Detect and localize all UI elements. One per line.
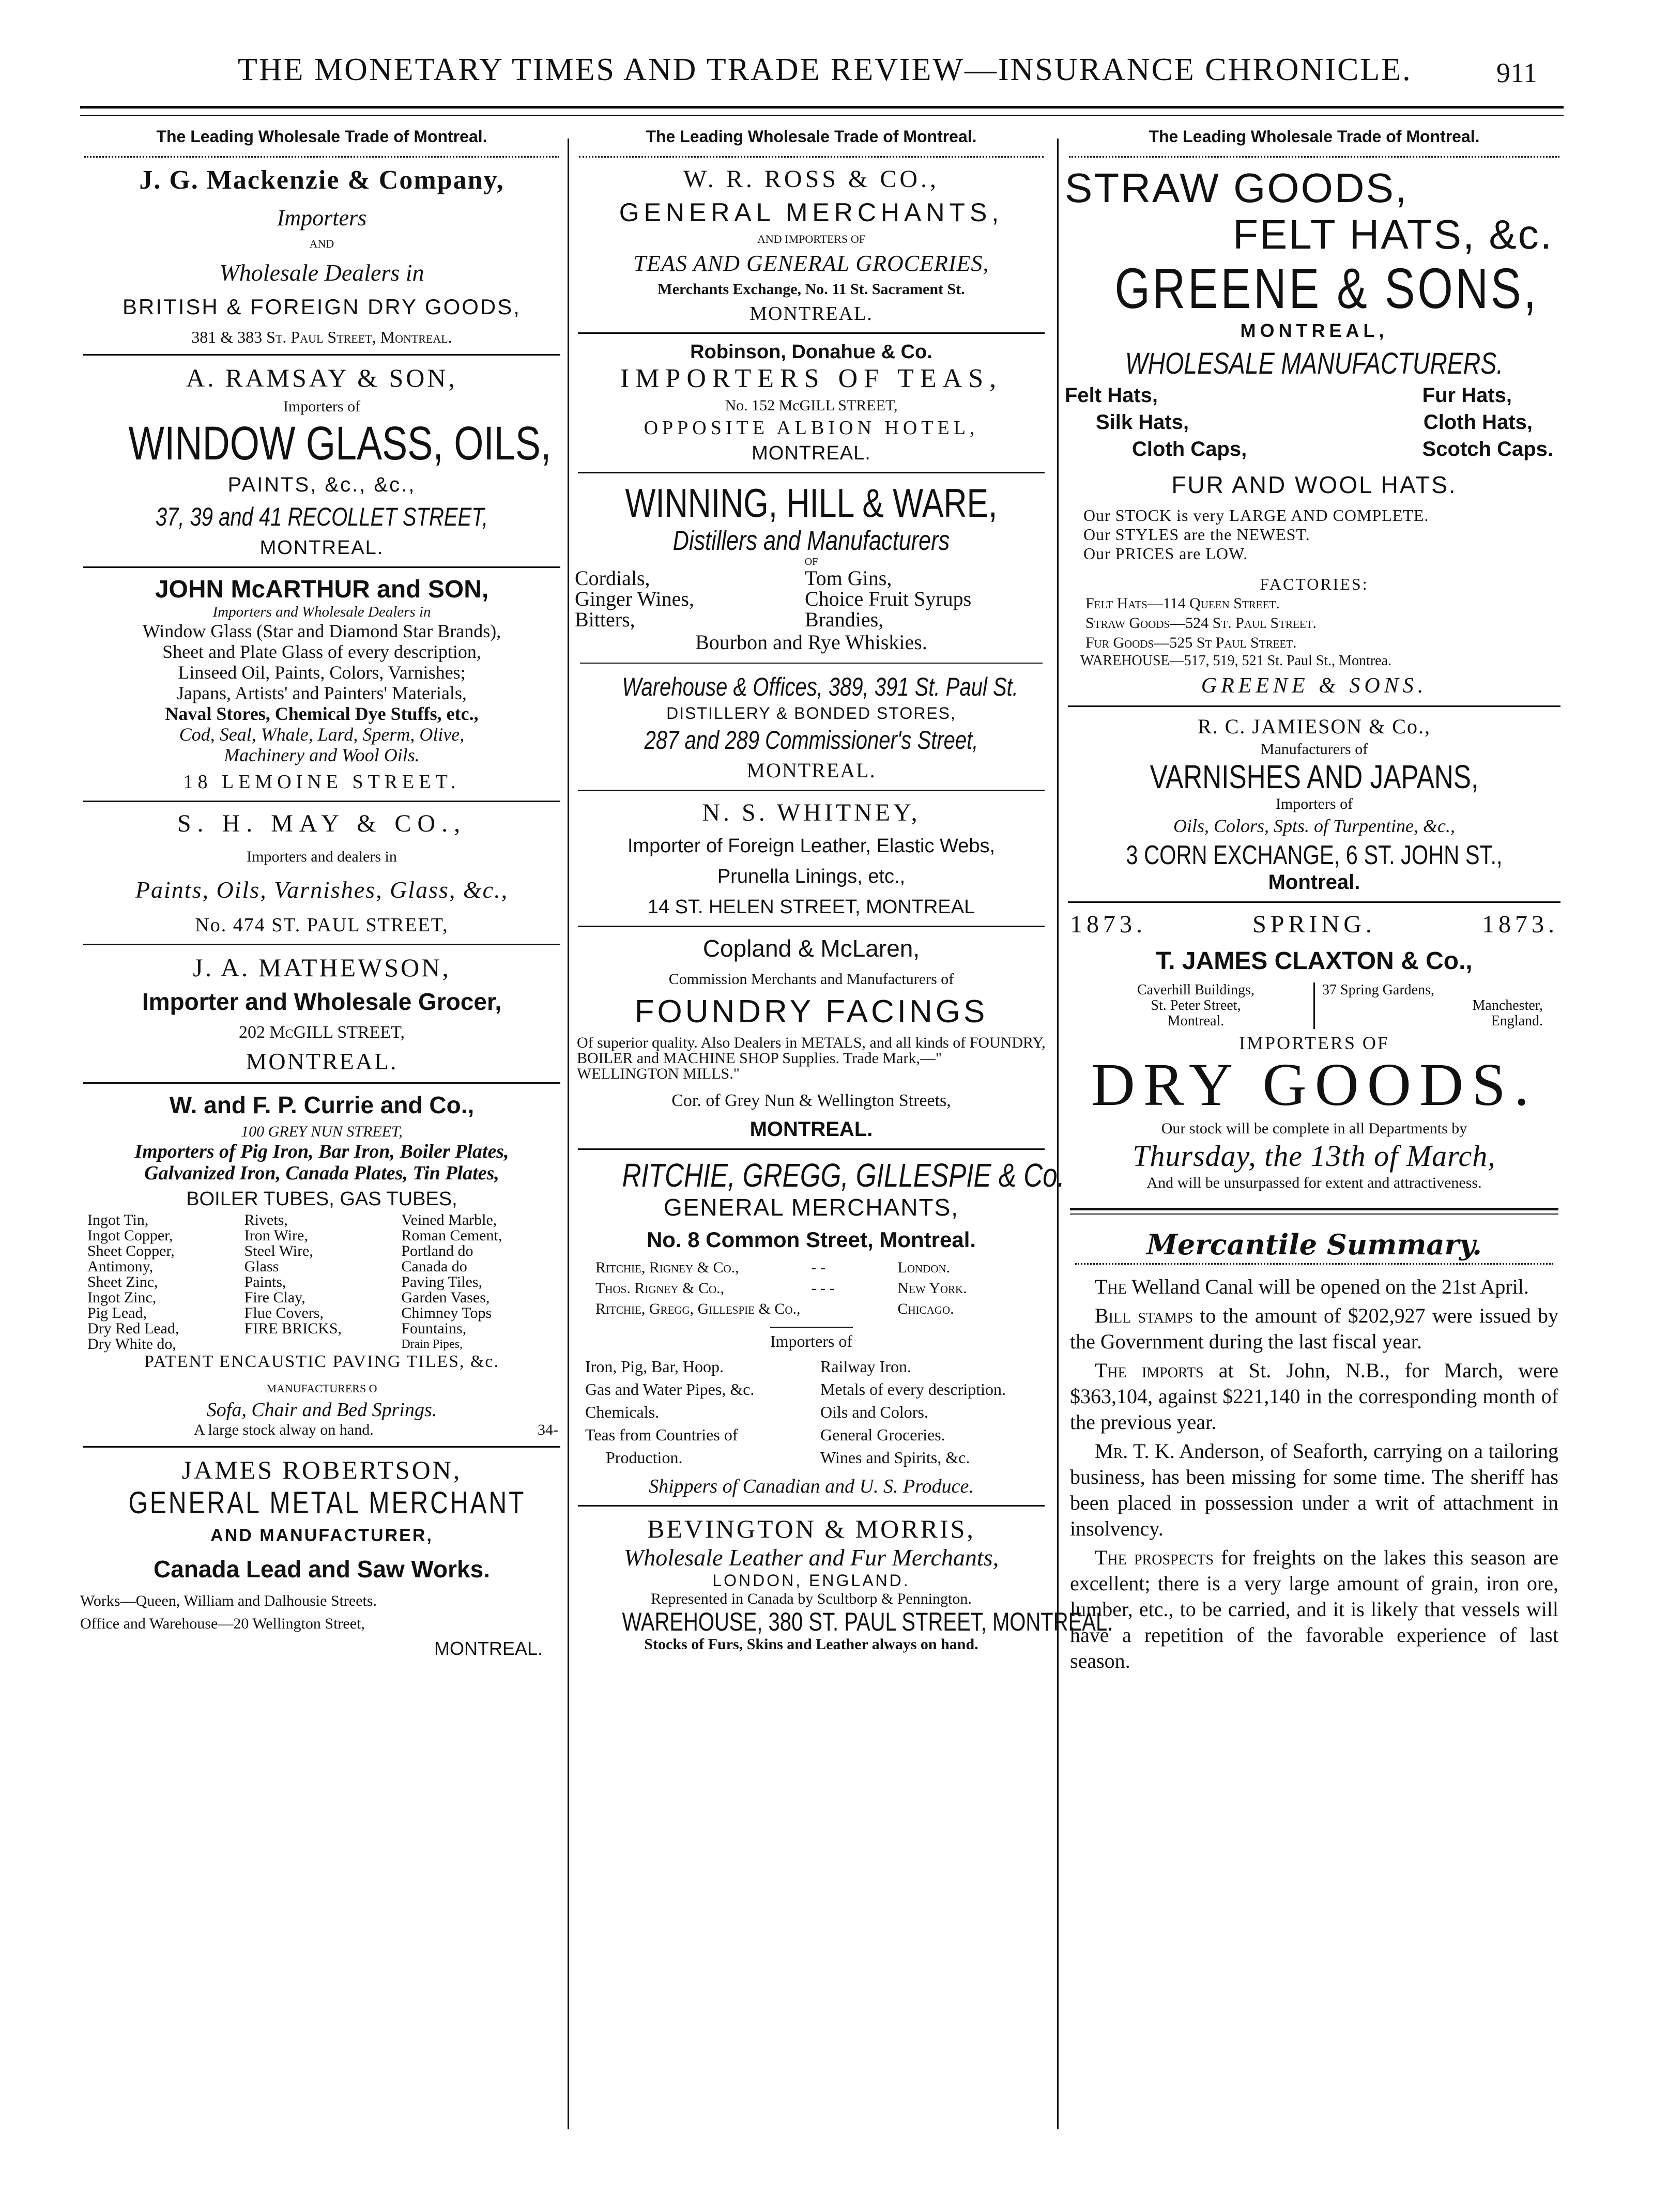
ad-text: Sofa, Chair and Bed Springs. — [206, 1399, 437, 1421]
ad-text: Prunella Linings, etc., — [717, 866, 906, 887]
list-item: Dry Red Lead, — [87, 1320, 179, 1337]
ad-text: Thursday, the 13th of March, — [1133, 1139, 1496, 1173]
ad-address: Felt Hats—114 Queen Street. — [1085, 595, 1280, 612]
list-item: Rivets, — [244, 1211, 288, 1228]
list-col — [805, 568, 1043, 630]
wavy-rule — [1069, 156, 1559, 158]
mercantile-summary — [1065, 1228, 1564, 1674]
ad-address: Straw Goods—524 St. Paul Street. — [1085, 615, 1317, 632]
ad-name: Robinson, Donahue & Co. — [690, 341, 932, 363]
ad-address: 381 & 383 St. Paul Street, Montreal. — [191, 328, 452, 346]
ad-signature: GREENE & SONS. — [1201, 674, 1428, 698]
ad-text: Importers and Wholesale Dealers in — [212, 604, 431, 620]
ad-text: Importers and dealers in — [247, 848, 397, 865]
ad-address: No. 152 McGILL STREET, — [725, 397, 898, 414]
ad-ramsay — [80, 363, 563, 559]
para-text: at St. John, N.B., for March, were $363,104, against $221,140 in the corresponding month of the previous year. — [1070, 1359, 1558, 1434]
divider — [83, 354, 560, 356]
list-item: Paving Tiles, — [401, 1273, 483, 1291]
ad-headline: GENERAL MERCHANTS, — [663, 1194, 959, 1221]
ad-address: Merchants Exchange, No. 11 St. Sacrament St. — [657, 281, 965, 298]
para-lead: Bill stamps — [1095, 1304, 1193, 1327]
ad-name: RITCHIE, GREGG, GILLESPIE & Co. — [622, 1157, 1065, 1194]
para-lead: The — [1095, 1275, 1127, 1298]
list-item: Metals of every description. — [820, 1380, 1006, 1399]
divider — [578, 1505, 1045, 1507]
ad-text: Shippers of Canadian and U. S. Produce. — [649, 1476, 974, 1497]
ad-text: MONTREAL. — [246, 1048, 398, 1074]
ad-address: WAREHOUSE, 380 ST. PAUL STREET, MONTREAL. — [622, 1607, 1113, 1636]
ad-text: Linseed Oil, Paints, Colors, Varnishes; — [178, 662, 466, 683]
ad-text: FUR AND WOOL HATS. — [1171, 471, 1457, 498]
list-item: Steel Wire, — [244, 1242, 313, 1259]
ad-text: Our STYLES are the NEWEST. — [1083, 525, 1310, 544]
ad-robinson — [575, 341, 1048, 465]
ad-text: Represented in Canada by Scultborp & Pennington. — [651, 1590, 972, 1607]
ad-address: 37, 39 and 41 RECOLLET STREET, — [155, 502, 488, 531]
list-item: Fire Clay, — [244, 1289, 305, 1306]
ad-address: Warehouse & Offices, 389, 391 St. Paul St. — [622, 672, 1018, 701]
list-item: Sheet Copper, — [87, 1242, 175, 1259]
ad-text: Galvanized Iron, Canada Plates, Tin Plates, — [144, 1162, 499, 1184]
ad-ritchie — [575, 1157, 1065, 1498]
list-item: Teas from Countries of — [585, 1425, 738, 1444]
para-text: for freights on the lakes this season are excellent; there is a very large amount of grain, iron ore, lumber, etc., to be carried, and it is likely that vessels will have a repetition of the favorable experience of last season. — [1070, 1546, 1558, 1672]
ad-year: 1873. — [1070, 911, 1146, 938]
list-item: Brandies, — [805, 608, 884, 631]
list-item: Paints, — [244, 1273, 286, 1291]
ad-text: MONTREAL. — [749, 303, 873, 325]
list-item: Silk Hats, — [1096, 411, 1189, 434]
ad-text: Japans, Artists' and Painters' Materials, — [177, 683, 467, 703]
ad-text: Importers of — [770, 1332, 853, 1350]
divider — [83, 1082, 560, 1084]
ad-text: MONTREAL. — [752, 442, 871, 464]
ad-text: Importer of Foreign Leather, Elastic Webs, — [627, 835, 996, 857]
ad-text: Our PRICES are LOW. — [1083, 544, 1248, 563]
firm-city: Chicago. — [897, 1300, 954, 1317]
column-3 — [1065, 120, 1564, 2133]
wavy-rule — [1075, 1263, 1553, 1265]
section-rule — [1070, 1208, 1558, 1210]
list-item: Iron Wire, — [244, 1227, 308, 1244]
ad-address: 202 McGILL STREET, — [238, 1023, 405, 1042]
firm-row — [575, 1257, 1048, 1278]
ad-text: Importers of Pig Iron, Bar Iron, Boiler Plates, — [134, 1141, 509, 1162]
ad-text: Paints, Oils, Varnishes, Glass, &c., — [135, 877, 509, 903]
ad-name: Copland & McLaren, — [702, 935, 920, 962]
ad-text: Canada Lead and Saw Works. — [153, 1556, 490, 1583]
ad-text: MONTREAL. — [749, 1118, 873, 1141]
ad-name: S. H. MAY & CO., — [177, 810, 467, 837]
ad-text: AND — [309, 237, 334, 250]
ad-headline: DRY GOODS. — [1091, 1051, 1538, 1118]
divider — [83, 566, 560, 568]
firm-city: New York. — [897, 1280, 967, 1297]
product-list — [575, 568, 1048, 630]
ad-text: Our STOCK is very LARGE AND COMPLETE. — [1083, 506, 1429, 525]
ad-headline: FELT HATS, &c. — [1233, 211, 1553, 257]
ad-text: WHOLESALE MANUFACTURERS. — [1125, 347, 1504, 380]
ad-text: PAINTS, &c., &c., — [227, 473, 416, 496]
list-item: Gas and Water Pipes, &c. — [585, 1380, 755, 1399]
ad-address: Manchester, — [1472, 997, 1543, 1013]
paragraph — [1070, 1358, 1558, 1435]
ad-robertson — [80, 1455, 563, 1660]
ad-address: Cor. of Grey Nun & Wellington Streets, — [671, 1091, 951, 1110]
list-item: Cloth Caps, — [1132, 438, 1247, 460]
list-col — [585, 1355, 754, 1469]
ad-text: PATENT ENCAUSTIC PAVING TILES, &c. — [144, 1352, 499, 1371]
divider — [83, 944, 560, 945]
ad-text: MONTREAL, — [1240, 320, 1388, 341]
list-item: Felt Hats, — [1065, 384, 1158, 407]
paragraph — [1070, 1438, 1558, 1542]
ad-text: Importers of — [1275, 795, 1353, 812]
list-item: Ingot Tin, — [87, 1211, 149, 1228]
header-rule — [80, 106, 1564, 109]
firm-name: Ritchie, Rigney & Co., — [595, 1259, 739, 1276]
divider — [578, 790, 1045, 791]
list-item: FIRE BRICKS, — [244, 1320, 342, 1337]
divider — [1068, 705, 1560, 707]
ad-address: 3 CORN EXCHANGE, 6 ST. JOHN ST., — [1126, 840, 1503, 870]
divider — [578, 332, 1045, 334]
ad-name: J. A. MATHEWSON, — [193, 953, 451, 982]
section-rule-thin — [1070, 1213, 1558, 1215]
list-item: Drain Pipes, — [401, 1338, 463, 1351]
ad-name: WINNING, HILL & WARE, — [625, 480, 998, 526]
ad-code: 34- — [538, 1421, 558, 1438]
firm-name: Ritchie, Gregg, Gillespie & Co., — [595, 1300, 801, 1317]
ad-text: Of superior quality. Also Dealers in METALS, and all kinds of FOUNDRY, BOILER and MACHINE SHOP Supplies. Trade Mark,—" WELLINGTON MILLS." — [577, 1034, 1046, 1082]
ad-address: England. — [1491, 1013, 1543, 1029]
stock-line — [80, 1421, 563, 1439]
divider — [580, 663, 1043, 664]
ad-jamieson — [1065, 714, 1564, 894]
list-item: Fur Hats, — [1422, 384, 1512, 407]
ad-address: WAREHOUSE—517, 519, 521 St. Paul St., Montrea. — [1080, 653, 1391, 669]
list-item: Oils and Colors. — [820, 1403, 928, 1421]
ad-name: JOHN McARTHUR and SON, — [155, 576, 489, 603]
product-list — [575, 1351, 1048, 1469]
list-item: Glass — [244, 1258, 279, 1275]
ad-headline: IMPORTERS OF TEAS, — [620, 364, 1003, 393]
address-right — [1315, 982, 1543, 1029]
ad-text: Sheet and Plate Glass of every description, — [162, 641, 481, 662]
ad-mcarthur — [80, 575, 563, 793]
page-number: 911 — [1496, 57, 1537, 88]
ad-text: Window Glass (Star and Diamond Star Brands), — [142, 621, 501, 641]
column-header: The Leading Wholesale Trade of Montreal. — [156, 127, 487, 146]
ad-greene — [1065, 165, 1564, 698]
ad-ross — [575, 165, 1048, 325]
ad-text: Cod, Seal, Whale, Lard, Sperm, Olive, — [179, 724, 465, 745]
paragraph — [1070, 1274, 1558, 1300]
season-line — [1065, 910, 1564, 939]
ad-name: W. R. ROSS & CO., — [683, 165, 939, 193]
list-col — [401, 1212, 558, 1352]
divider — [83, 801, 560, 802]
firm-dash: - - - — [811, 1280, 835, 1297]
firm-row — [575, 1278, 1048, 1299]
ad-text: OF — [804, 556, 818, 567]
ad-headline: FOUNDRY FACINGS — [634, 994, 988, 1030]
ad-year: 1873. — [1482, 911, 1558, 938]
list-item: General Groceries. — [820, 1425, 945, 1444]
running-head — [0, 52, 1668, 98]
ad-text: Distillers and Manufacturers — [672, 525, 950, 556]
ad-address: St. Peter Street, — [1151, 997, 1241, 1013]
list-col — [1065, 382, 1247, 463]
ad-claxton — [1065, 910, 1564, 1191]
ad-text: MONTREAL. — [746, 759, 876, 782]
ad-headline: WINDOW GLASS, OILS, — [128, 417, 552, 470]
ad-text: DISTILLERY & BONDED STORES, — [666, 704, 956, 723]
firm-dash: - - — [811, 1259, 825, 1276]
list-item: Dry White do, — [87, 1335, 176, 1353]
ad-address: Works—Queen, William and Dalhousie Streets. — [80, 1592, 377, 1609]
list-item: Chemicals. — [585, 1403, 660, 1421]
column-header: The Leading Wholesale Trade of Montreal. — [646, 127, 977, 146]
summary-text — [1065, 1274, 1564, 1674]
ad-text: Importers — [277, 205, 367, 231]
divider — [770, 1327, 853, 1328]
list-item: Production. — [606, 1448, 683, 1467]
ad-headline: GENERAL MERCHANTS, — [619, 198, 1004, 227]
ad-text: IMPORTERS OF — [1239, 1033, 1389, 1053]
para-text: T. K. Anderson, of Seaforth, carrying on a tailoring business, has been missing for some time. The sheriff has been placed in possession under a writ of attachment in insolvency. — [1070, 1439, 1558, 1540]
ad-text: A large stock alway on hand. — [194, 1421, 374, 1438]
ad-text: MANUFACTURERS O — [266, 1382, 377, 1395]
para-lead: The imports — [1095, 1359, 1204, 1382]
ad-address: No. 8 Common Street, Montreal. — [646, 1227, 976, 1252]
ad-name: BEVINGTON & MORRIS, — [647, 1514, 975, 1543]
ad-whitney — [575, 798, 1048, 918]
list-item: Tom Gins, — [805, 566, 892, 590]
ad-mathewson — [80, 953, 563, 1075]
list-col — [244, 1212, 402, 1352]
ad-text: Importer and Wholesale Grocer, — [142, 988, 502, 1015]
ad-text: Machinery and Wool Oils. — [224, 745, 420, 765]
product-list — [1065, 382, 1564, 463]
ad-headline: GENERAL METAL MERCHANT — [128, 1485, 526, 1520]
para-text: Welland Canal will be opened on the 21st April. — [1126, 1275, 1529, 1298]
paragraph — [1070, 1303, 1558, 1355]
ad-text: Oils, Colors, Spts. of Turpentine, &c., — [1173, 816, 1456, 836]
section-heading: Mercantile Summary. — [1146, 1228, 1482, 1261]
list-item: Ingot Copper, — [87, 1227, 173, 1244]
firm-city: London. — [897, 1259, 951, 1276]
ad-text: MONTREAL. — [434, 1638, 543, 1659]
ad-text: AND MANUFACTURER, — [210, 1526, 433, 1545]
divider — [578, 472, 1045, 473]
list-item: Railway Iron. — [820, 1357, 911, 1376]
column-1 — [80, 120, 563, 2133]
list-item: Canada do — [401, 1258, 467, 1275]
ad-text: Manufacturers of — [1260, 741, 1368, 758]
list-item: Garden Vases, — [401, 1289, 490, 1306]
ad-season: SPRING. — [1252, 911, 1376, 938]
ad-currie — [80, 1091, 563, 1439]
column-header: The Leading Wholesale Trade of Montreal. — [1149, 127, 1480, 146]
ad-text: Wholesale Leather and Fur Merchants, — [623, 1544, 999, 1571]
ad-address: 37 Spring Gardens, — [1322, 982, 1434, 998]
list-item: Portland do — [401, 1242, 473, 1259]
ad-text: Our stock will be complete in all Departments by — [1161, 1120, 1467, 1137]
list-item: Chimney Tops — [401, 1304, 492, 1322]
ad-name: W. and F. P. Currie and Co., — [169, 1092, 475, 1118]
ad-mackenzie — [80, 165, 563, 347]
list-item: Iron, Pig, Bar, Hoop. — [585, 1357, 724, 1376]
ad-may — [80, 809, 563, 936]
list-item: Cordials, — [575, 566, 650, 590]
ad-address: Montreal. — [1167, 1013, 1225, 1029]
ad-name: T. JAMES CLAXTON & Co., — [1156, 947, 1473, 975]
ad-winning — [575, 481, 1048, 782]
ad-bevington — [575, 1514, 1113, 1653]
ad-text: And will be unsurpassed for extent and attractiveness. — [1146, 1174, 1482, 1191]
list-col — [575, 568, 694, 630]
list-item: Sheet Zinc, — [87, 1273, 158, 1291]
paragraph — [1070, 1545, 1558, 1674]
ad-text: OPPOSITE ALBION HOTEL, — [644, 417, 979, 439]
ad-address: Office and Warehouse—20 Wellington Street, — [80, 1615, 365, 1632]
divider — [83, 1446, 560, 1448]
header-rule-thin — [80, 115, 1564, 116]
column-rule — [1057, 139, 1059, 2129]
list-item: Veined Marble, — [401, 1211, 497, 1228]
ad-name: JAMES ROBERTSON, — [181, 1455, 462, 1484]
list-item: Roman Cement, — [401, 1227, 502, 1244]
para-lead: Mr. — [1095, 1439, 1128, 1463]
ad-name: N. S. WHITNEY, — [702, 799, 921, 826]
publication-title: THE MONETARY TIMES AND TRADE REVIEW—INSURANCE CHRONICLE. — [238, 52, 1412, 87]
address-block — [1065, 975, 1564, 1029]
list-item: Flue Covers, — [244, 1304, 324, 1322]
ad-headline: STRAW GOODS, — [1065, 165, 1409, 211]
divider — [578, 1148, 1045, 1150]
ad-text: LONDON, ENGLAND. — [712, 1571, 910, 1590]
ad-text: Wholesale Dealers in — [219, 259, 424, 286]
list-col — [1422, 382, 1553, 463]
ad-name: R. C. JAMIESON & Co., — [1198, 715, 1431, 738]
ad-text: BOILER TUBES, GAS TUBES, — [186, 1188, 457, 1210]
ad-name: GREENE & SONS, — [1114, 257, 1539, 320]
ad-text: Naval Stores, Chemical Dye Stuffs, etc., — [165, 703, 479, 724]
wavy-rule — [579, 156, 1044, 158]
address-left — [1085, 982, 1315, 1029]
para-lead: The prospects — [1095, 1546, 1214, 1569]
ad-text: BRITISH & FOREIGN DRY GOODS, — [123, 295, 521, 319]
list-item: Ingot Zinc, — [87, 1289, 157, 1306]
ad-headline: VARNISHES AND JAPANS, — [1150, 758, 1479, 795]
ad-address: 14 ST. HELEN STREET, MONTREAL — [647, 896, 975, 918]
list-item: Antimony, — [87, 1258, 154, 1275]
firm-row — [575, 1299, 1048, 1319]
list-col — [87, 1212, 244, 1352]
ad-address: 18 LEMOINE STREET. — [183, 771, 461, 793]
para-text: to the amount of $202,927 were issued by the Government during the last fiscal year. — [1070, 1304, 1558, 1353]
list-item: Cloth Hats, — [1423, 411, 1533, 434]
ad-text: MONTREAL. — [259, 537, 384, 559]
ad-address: 100 GREY NUN STREET, — [241, 1123, 403, 1140]
ad-text: Bourbon and Rye Whiskies. — [695, 631, 927, 654]
wavy-rule — [84, 156, 559, 158]
list-item: Pig Lead, — [87, 1304, 147, 1322]
list-item: Fountains, — [401, 1320, 467, 1337]
ad-text: Montreal. — [1268, 871, 1360, 894]
list-item: Wines and Spirits, &c. — [820, 1448, 970, 1467]
list-item: Choice Fruit Syrups — [805, 587, 972, 610]
ad-text: Stocks of Furs, Skins and Leather always on hand. — [644, 1636, 978, 1653]
ad-text: AND IMPORTERS OF — [757, 233, 865, 245]
list-item: Scotch Caps. — [1422, 438, 1553, 460]
ad-address: No. 474 ST. PAUL STREET, — [195, 914, 449, 936]
ad-address: 287 and 289 Commissioner's Street, — [644, 726, 978, 755]
list-item: Bitters, — [575, 608, 635, 631]
ad-text: TEAS AND GENERAL GROCERIES, — [633, 251, 989, 276]
column-rule — [568, 139, 569, 2129]
divider — [1068, 901, 1560, 903]
firm-name: Thos. Rigney & Co., — [595, 1280, 725, 1297]
list-col — [820, 1355, 1037, 1469]
ad-text: FACTORIES: — [1260, 575, 1369, 593]
ad-address: Fur Goods—525 St Paul Street. — [1085, 634, 1297, 651]
ad-name: J. G. Mackenzie & Company, — [139, 165, 504, 195]
ad-text: Importers of — [283, 398, 361, 415]
ad-address: Caverhill Buildings, — [1137, 982, 1255, 998]
ad-text: Commission Merchants and Manufacturers of — [668, 971, 954, 988]
list-item: Ginger Wines, — [575, 587, 694, 610]
ad-copland — [575, 934, 1048, 1141]
ad-name: A. RAMSAY & SON, — [186, 363, 458, 392]
divider — [578, 926, 1045, 927]
product-list — [80, 1210, 563, 1352]
